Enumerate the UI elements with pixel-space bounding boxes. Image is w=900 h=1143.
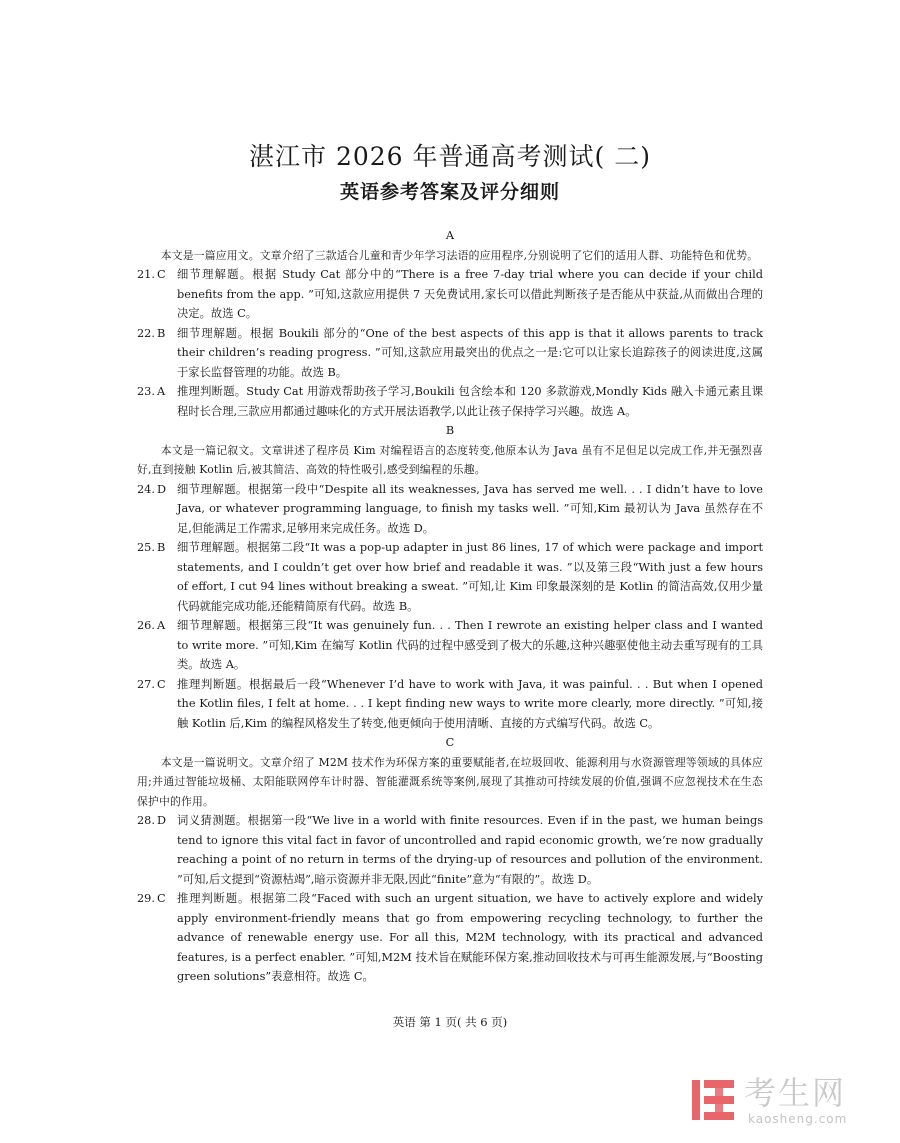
question-explanation: 推理判断题。根据第二段“Faced with such an urgent situation, we have to actively explore and widely apply environment-friendly means that go from empowering recycling technology, to further the advance of renewable energy use. For all this, M2M technology, with its practical and advanced features, is a perfect enabler. ”可知,M2M 技术旨在赋能环保方案,推动回收技术与可再生能源发展,与“Boosting green solutions”表意相符。故选 C。 [177,892,763,983]
question-24 [137,480,763,539]
question-22 [137,324,763,383]
question-number: 21. [137,268,155,281]
page-subtitle: 英语参考答案及评分细则 [339,181,560,203]
page-title: 湛江市 2026 年普通高考测试( 二) [249,142,651,171]
question-28 [137,811,763,889]
question-number: 23. [137,385,155,398]
watermark-cn-text: 考生网 [744,1074,847,1112]
question-explanation: 推理判断题。根据最后一段“Whenever I’d have to work with Java, it was painful. . . But when I opened the Kotlin files, I felt at home. . . I kept finding new ways to write more clearly, more directly. ”可知,接触 Kotlin 后,Kim 的编程风格发生了转变,他更倾向于使用清晰、直接的方式编写代码。故选 C。 [177,677,763,730]
answer-content [137,226,763,987]
question-27 [137,675,763,734]
question-answer: C [157,892,166,905]
question-29 [137,889,763,987]
kaosheng-watermark [690,1074,880,1130]
question-26 [137,616,763,675]
question-answer: A [157,619,166,632]
question-number: 28. [137,814,155,827]
question-23 [137,382,763,421]
question-25 [137,538,763,616]
section-label-c: C [445,736,455,749]
kaosheng-logo-icon [690,1076,738,1124]
page-footer: 英语 第 1 页( 共 6 页) [392,1015,508,1029]
section-label-b: B [445,424,455,437]
question-explanation: 细节理解题。根据 Study Cat 部分中的“There is a free 7-day trial where you can decide if your child benefits from the app. ”可知,这款应用提供 7 天免费试用,家长可以借此判断孩子是否能从中获益,从而做出合理的决定。故选 C。 [177,268,763,320]
section-summary-a: 本文是一篇应用文。文章介绍了三款适合儿童和青少年学习法语的应用程序,分别说明了它们的适用人群、功能特色和优势。 [160,248,759,262]
question-21 [137,265,763,324]
question-answer: B [157,326,166,340]
question-explanation: 细节理解题。根据 Boukili 部分的“One of the best aspects of this app is that it allows parents to track their children’s reading progress. ”可知,这款应用最突出的优点之一是:它可以让家长追踪孩子的阅读进度,这属于家长监督管理的功能。故选 B。 [177,326,763,379]
question-number: 26. [137,619,155,632]
question-number: 22. [137,326,155,340]
question-number: 25. [137,541,155,554]
question-answer: C [157,268,166,281]
question-answer: D [157,482,167,496]
section-label-a: A [445,229,455,242]
section-summary-b: 本文是一篇记叙文。文章讲述了程序员 Kim 对编程语言的态度转变,他原本认为 Java 虽有不足但足以完成工作,并无强烈喜好,直到接触 Kotlin 后,被其简洁、高效的特性吸引,感受到编程的乐趣。 [137,443,763,476]
question-number: 29. [137,892,155,905]
question-number: 24. [137,482,155,496]
question-explanation: 细节理解题。根据第三段“It was genuinely fun. . . Then I rewrote an existing helper class and I wanted to write more. ”可知,Kim 在编写 Kotlin 代码的过程中感受到了极大的乐趣,这种兴趣驱使他主动去重写现有的工具类。故选 A。 [177,619,763,671]
question-number: 27. [137,677,155,691]
section-summary-c: 本文是一篇说明文。文章介绍了 M2M 技术作为环保方案的重要赋能者,在垃圾回收、能源利用与水资源管理等领域的具体应用;并通过智能垃圾桶、太阳能联网停车计时器、智能灌溉系统等案例,展现了其推动可持续发展的价值,强调不应忽视技术在生态保护中的作用。 [137,755,763,808]
question-answer: B [157,541,166,554]
question-explanation: 细节理解题。根据第一段中“Despite all its weaknesses, Java has served me well. . . I didn’t have to love Java, or whatever programming language, to finish my tasks well. ”可知,Kim 最初认为 Java 虽然存在不足,但能满足工作需求,足够用来完成任务。故选 D。 [177,482,763,535]
question-answer: A [157,385,166,398]
question-explanation: 词义猜测题。根据第一段“We live in a world with finite resources. Even if in the past, we human beings tend to ignore this vital fact in favor of uncontrolled and rapid economic growth, we’re now gradually reaching a point of no return in terms of the drying-up of resources and pollution of the environment. ”可知,后文提到“资源枯竭”,暗示资源并非无限,因此“finite”意为“有限的”。故选 D。 [177,814,763,886]
question-explanation: 推理判断题。Study Cat 用游戏帮助孩子学习,Boukili 包含绘本和 120 多款游戏,Mondly Kids 融入卡通元素且课程时长合理,三款应用都通过趣味化的方式开展法语教学,以此让孩子保持学习兴趣。故选 A。 [177,385,763,418]
question-answer: C [157,677,166,691]
watermark-en-text: kaosheng.com [748,1112,848,1126]
question-explanation: 细节理解题。根据第二段“It was a pop-up adapter in just 86 lines, 17 of which were package and import statements, and I couldn’t get over how brief and readable it was. ”以及第三段“With just a few hours of effort, I cut 94 lines without breaking a sweat. ”可知,让 Kim 印象最深刻的是 Kotlin 的简洁高效,仅用少量代码就能完成功能,还能精简原有代码。故选 B。 [177,541,763,613]
question-answer: D [157,814,167,827]
